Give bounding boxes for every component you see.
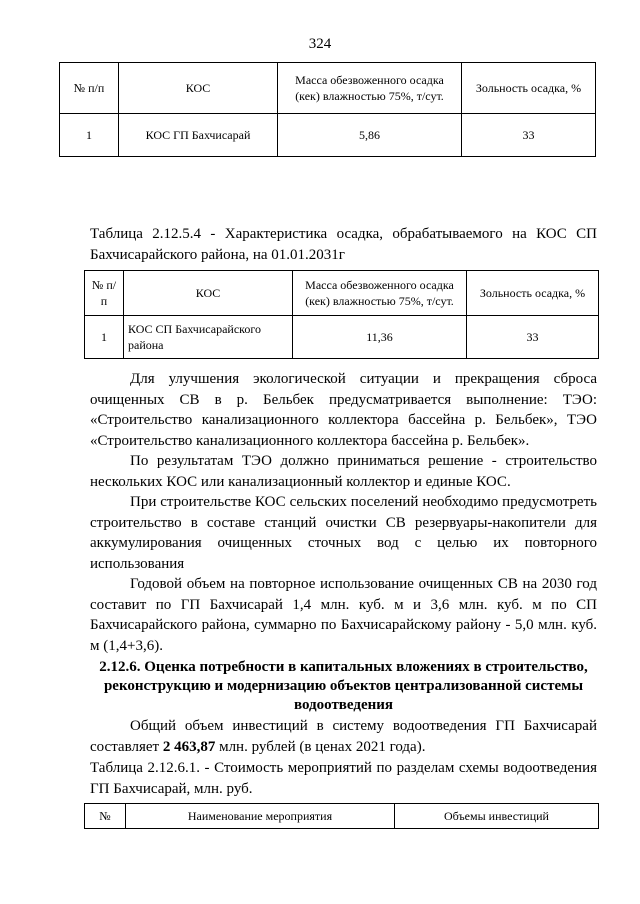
paragraph-teo-result: По результатам ТЭО должно приниматься решение - строительство нескольких КОС или канализационный коллектор и единые КОС. — [90, 453, 597, 490]
cell-kos: КОС СП Бахчисарайского района — [124, 316, 293, 359]
cell-ash: 33 — [462, 114, 596, 157]
header-cell-number: № — [85, 804, 126, 829]
paragraph-investment — [90, 716, 597, 757]
header-cell-ash: Зольность осадка, % — [467, 271, 599, 316]
cell-mass: 5,86 — [278, 114, 462, 157]
cell-number: 1 — [85, 316, 124, 359]
paragraph-ecology: Для улучшения экологической ситуации и прекращения сброса очищенных СВ в р. Бельбек предусматривается выполнение: ТЭО: «Строительство канализационного коллектора бассейна р. Бельбек», ТЭО «Строительство канализационного коллектора бассейна р. Бельбек». — [90, 371, 597, 449]
sludge-table-sp — [84, 270, 599, 359]
header-cell-mass: Масса обезвоженного осадка (кек) влажностью 75%, т/сут. — [278, 63, 462, 114]
header-cell-measure: Наименование мероприятия — [126, 804, 395, 829]
header-cell-mass: Масса обезвоженного осадка (кек) влажностью 75%, т/сут. — [293, 271, 467, 316]
investment-amount: 2 463,87 — [162, 738, 216, 755]
section-heading: 2.12.6. Оценка потребности в капитальных вложениях в строительство, реконструкцию и модернизацию объектов централизованной системы водоотведения — [99, 659, 588, 713]
paragraph-annual-volume: Годовой объем на повторное использование очищенных СВ на 2030 год составит по ГП Бахчисарай 1,4 млн. куб. м и 3,6 млн. куб. м по СП Бахчисарайского района, суммарно по Бахчисарайскому району - 5,0 млн. куб. м (1,4+3,6). — [90, 576, 597, 654]
table-header-row — [85, 804, 599, 829]
table-header-row — [60, 63, 596, 114]
page-number: 324 — [308, 36, 332, 52]
investment-prefix: Общий объем инвестиций в систему водоотведения ГП Бахчисарай составляет — [90, 718, 597, 755]
header-cell-number: № п/п — [60, 63, 119, 114]
paragraph-rural-kos: При строительстве КОС сельских поселений необходимо предусмотреть строительство в составе станций очистки СВ резервуары-накопители для аккумулирования очищенных сточных вод с целью их повторного использования — [90, 494, 597, 572]
cell-mass: 11,36 — [293, 316, 467, 359]
header-cell-ash: Зольность осадка, % — [462, 63, 596, 114]
header-cell-kos: КОС — [119, 63, 278, 114]
table-row — [60, 114, 596, 157]
investment-table — [84, 803, 599, 829]
table-header-row — [85, 271, 599, 316]
table-caption-3: Таблица 2.12.6.1. - Стоимость мероприятий по разделам схемы водоотведения ГП Бахчисарай, млн. руб. — [90, 760, 597, 797]
cell-number: 1 — [60, 114, 119, 157]
header-cell-investment: Объемы инвестиций — [395, 804, 599, 829]
investment-suffix: млн. рублей (в ценах 2021 года). — [215, 738, 426, 755]
table-caption-2: Таблица 2.12.5.4 - Характеристика осадка, обрабатываемого на КОС СП Бахчисарайского района, на 01.01.2031г — [90, 226, 597, 263]
cell-ash: 33 — [467, 316, 599, 359]
table-row — [85, 316, 599, 359]
sludge-table-gp — [59, 62, 596, 157]
header-cell-number: № п/п — [85, 271, 124, 316]
header-cell-kos: КОС — [124, 271, 293, 316]
cell-kos: КОС ГП Бахчисарай — [119, 114, 278, 157]
